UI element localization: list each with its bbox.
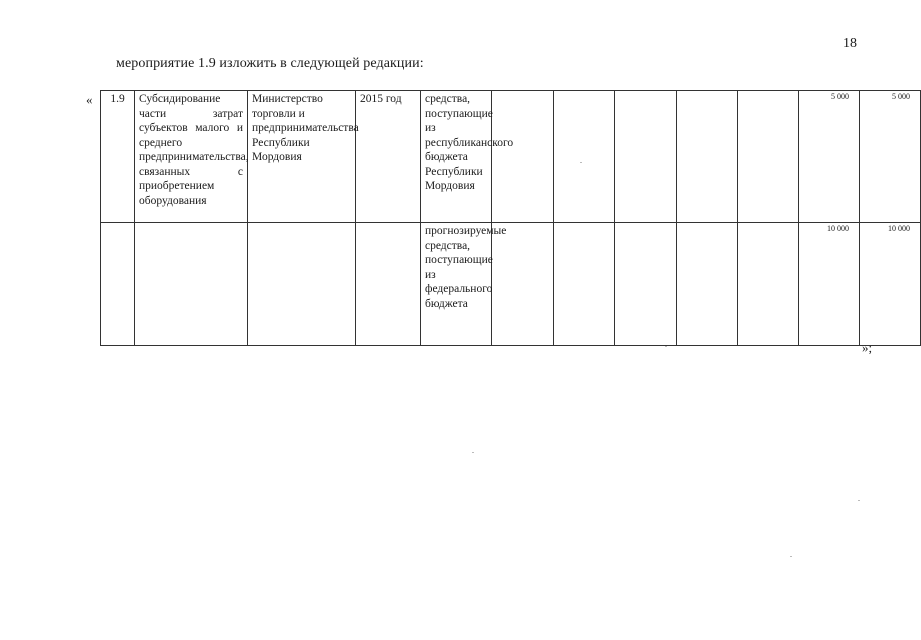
intro-text: мероприятие 1.9 изложить в следующей редакции: xyxy=(116,56,424,71)
value-cell xyxy=(554,223,615,346)
value-cell xyxy=(492,91,554,223)
measure-period: 2015 год xyxy=(356,91,421,223)
value-cell xyxy=(738,223,799,346)
measure-name: Субсидирование части затрат субъектов малого и среднего предпринимательства, связанных с приобретением оборудования xyxy=(135,91,248,223)
value-cell xyxy=(615,91,677,223)
table-row xyxy=(101,91,921,223)
value-cell xyxy=(554,91,615,223)
measure-executor: Министерство торговли и предпринимательства Республики Мордовия xyxy=(248,91,356,223)
table-row xyxy=(101,223,921,346)
value-cell xyxy=(492,223,554,346)
value-cell xyxy=(615,223,677,346)
page-number: 18 xyxy=(843,36,857,51)
value-cell xyxy=(738,91,799,223)
funding-total: 5 000 xyxy=(860,91,921,223)
scan-speck xyxy=(665,346,667,347)
scan-speck xyxy=(580,162,582,163)
measure-name xyxy=(135,223,248,346)
funding-amount: 5 000 xyxy=(799,91,860,223)
closing-quote: »; xyxy=(862,340,873,355)
measure-number xyxy=(101,223,135,346)
measure-number: 1.9 xyxy=(101,91,135,223)
funding-source: средства, поступающие из республиканского бюджета Республики Мордовия xyxy=(421,91,492,223)
funding-amount: 10 000 xyxy=(799,223,860,346)
scan-speck xyxy=(858,500,860,501)
measure-period xyxy=(356,223,421,346)
funding-source: прогнозируемые средства, поступающие из федерального бюджета xyxy=(421,223,492,346)
opening-quote: « xyxy=(86,92,93,107)
scan-speck xyxy=(472,452,474,453)
funding-total: 10 000 xyxy=(860,223,921,346)
value-cell xyxy=(677,223,738,346)
scan-speck xyxy=(790,556,792,557)
measure-executor xyxy=(248,223,356,346)
value-cell xyxy=(677,91,738,223)
measures-table xyxy=(100,90,921,346)
